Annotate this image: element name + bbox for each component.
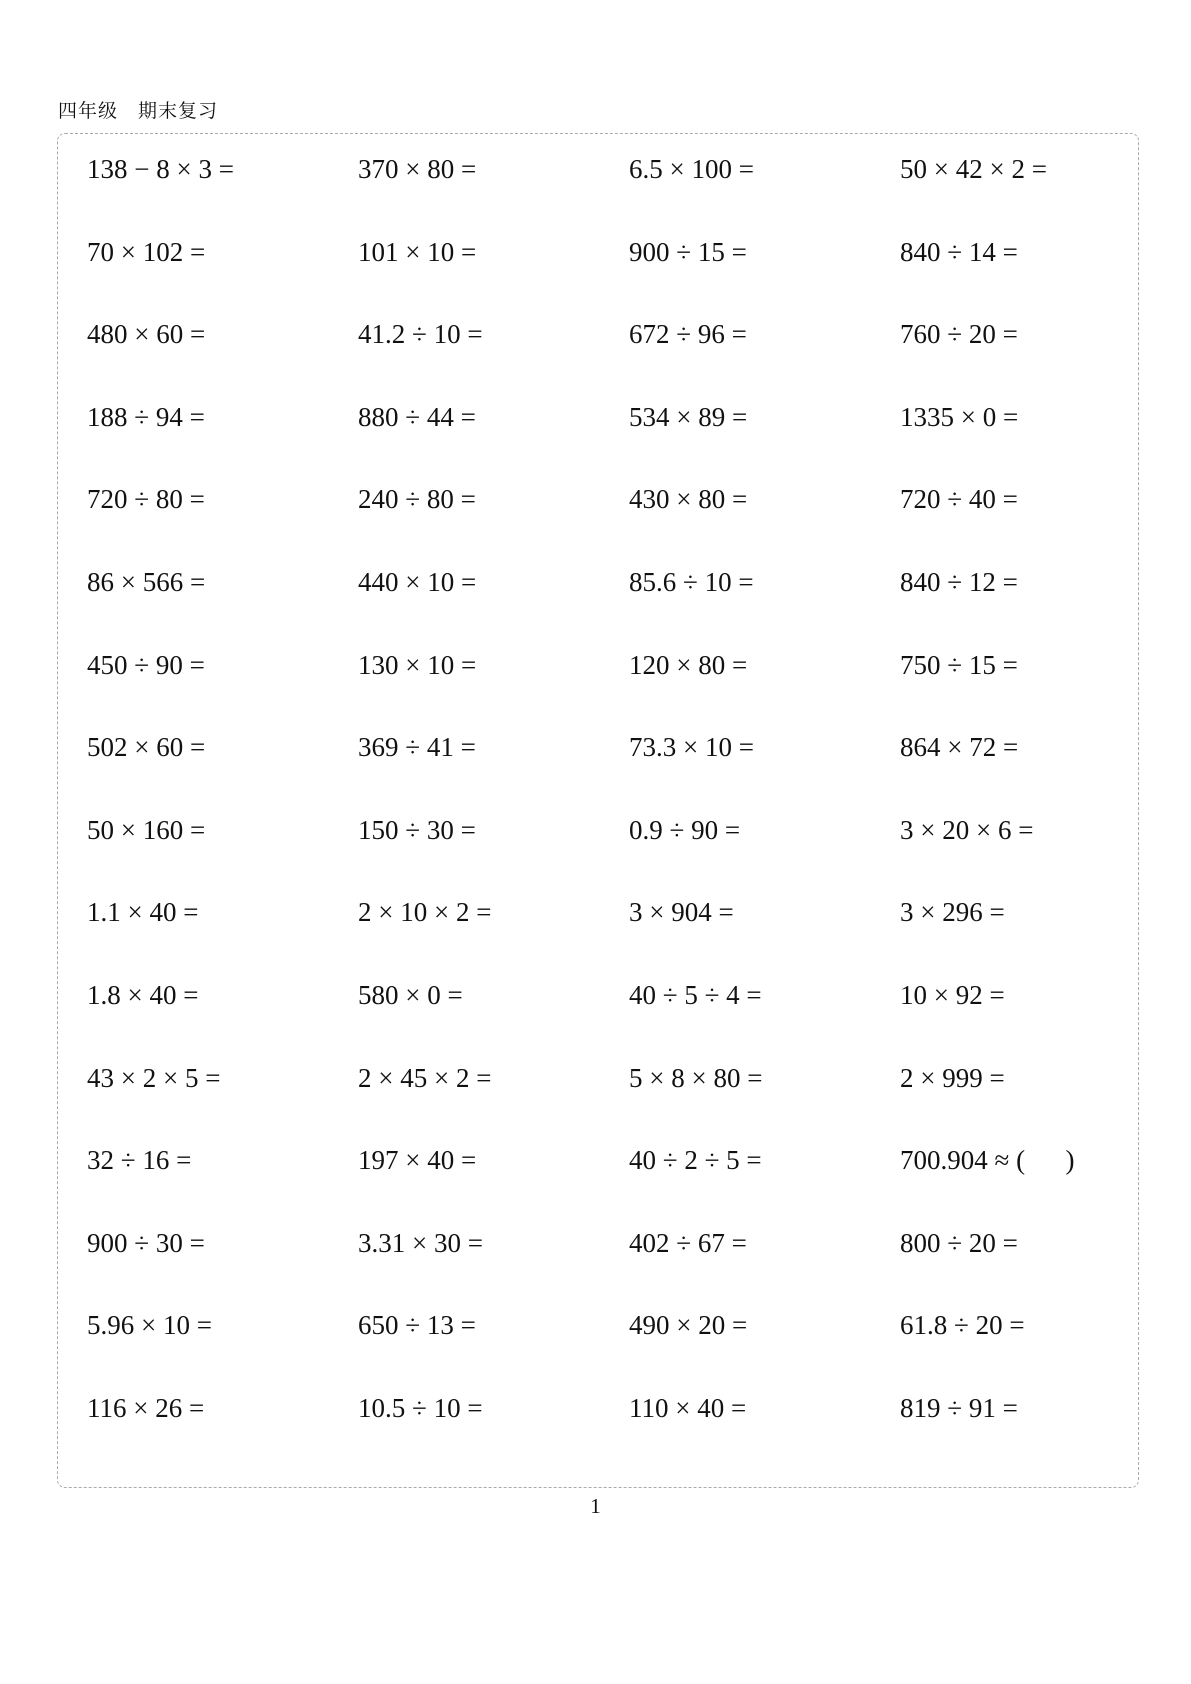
math-problem: 0.9 ÷ 90 = (629, 814, 741, 845)
math-problem: 85.6 ÷ 10 = (629, 567, 754, 597)
math-problem: 43 × 2 × 5 = (87, 1062, 221, 1093)
math-problem: 430 × 80 = (629, 484, 748, 515)
math-problem: 70 × 102 = (87, 236, 206, 267)
math-problem: 3 × 296 = (900, 897, 1005, 928)
math-problem: 720 ÷ 40 = (900, 484, 1018, 515)
math-problem: 138 − 8 × 3 = (87, 154, 234, 184)
worksheet-title: 四年级 期末复习 (58, 100, 219, 122)
math-problem: 402 ÷ 67 = (629, 1227, 747, 1258)
math-problem: 672 ÷ 96 = (629, 319, 747, 350)
math-problem: 819 ÷ 91 = (900, 1393, 1018, 1423)
math-problem: 50 × 160 = (87, 814, 206, 845)
math-problem: 1.1 × 40 = (87, 897, 199, 928)
math-problem: 6.5 × 100 = (629, 154, 754, 184)
math-problem: 73.3 × 10 = (629, 732, 754, 763)
math-problem: 120 × 80 = (629, 649, 748, 680)
math-problem: 900 ÷ 30 = (87, 1227, 205, 1258)
math-problem: 61.8 ÷ 20 = (900, 1310, 1025, 1341)
math-problem: 240 ÷ 80 = (358, 484, 476, 515)
math-problem: 5 × 8 × 80 = (629, 1062, 763, 1093)
math-problem: 188 ÷ 94 = (87, 401, 205, 432)
math-problem: 502 × 60 = (87, 732, 206, 763)
math-problem: 900 ÷ 15 = (629, 236, 747, 267)
math-problem: 1.8 × 40 = (87, 980, 199, 1010)
math-problem: 864 × 72 = (900, 732, 1019, 763)
math-problem: 580 × 0 = (358, 980, 463, 1010)
math-problem: 101 × 10 = (358, 236, 477, 267)
math-problem: 130 × 10 = (358, 649, 477, 680)
math-problem: 3 × 904 = (629, 897, 734, 928)
math-problem: 800 ÷ 20 = (900, 1227, 1018, 1258)
math-problem: 750 ÷ 15 = (900, 649, 1018, 680)
page-number: 1 (590, 1494, 601, 1518)
math-problem: 3.31 × 30 = (358, 1227, 483, 1258)
math-problem: 2 × 999 = (900, 1062, 1005, 1093)
math-problem: 440 × 10 = (358, 567, 477, 597)
math-problem: 2 × 45 × 2 = (358, 1062, 492, 1093)
math-problem: 840 ÷ 12 = (900, 567, 1018, 597)
math-problem: 490 × 20 = (629, 1310, 748, 1341)
math-problem: 2 × 10 × 2 = (358, 897, 492, 928)
math-problem: 720 ÷ 80 = (87, 484, 205, 515)
math-problem: 110 × 40 = (629, 1393, 747, 1423)
math-problem: 86 × 566 = (87, 567, 206, 597)
math-problem: 840 ÷ 14 = (900, 236, 1018, 267)
math-problem: 10 × 92 = (900, 980, 1005, 1010)
math-problem: 116 × 26 = (87, 1393, 205, 1423)
math-problem: 41.2 ÷ 10 = (358, 319, 483, 350)
math-problem: 700.904 ≈ ( ) (900, 1145, 1075, 1176)
math-problem: 10.5 ÷ 10 = (358, 1393, 483, 1423)
math-problem: 369 ÷ 41 = (358, 732, 476, 763)
math-problem: 370 × 80 = (358, 154, 477, 184)
math-problem: 3 × 20 × 6 = (900, 814, 1034, 845)
math-problem: 650 ÷ 13 = (358, 1310, 476, 1341)
math-problem: 5.96 × 10 = (87, 1310, 212, 1341)
math-problem: 1335 × 0 = (900, 401, 1019, 432)
math-problem: 50 × 42 × 2 = (900, 154, 1047, 184)
math-problem: 40 ÷ 5 ÷ 4 = (629, 980, 762, 1010)
math-problem: 880 ÷ 44 = (358, 401, 476, 432)
math-problem: 197 × 40 = (358, 1145, 477, 1176)
math-problem: 534 × 89 = (629, 401, 748, 432)
math-problem: 40 ÷ 2 ÷ 5 = (629, 1145, 762, 1176)
math-problem: 760 ÷ 20 = (900, 319, 1018, 350)
math-problem: 450 ÷ 90 = (87, 649, 205, 680)
math-problem: 150 ÷ 30 = (358, 814, 476, 845)
math-problem: 32 ÷ 16 = (87, 1145, 192, 1176)
math-problem: 480 × 60 = (87, 319, 206, 350)
